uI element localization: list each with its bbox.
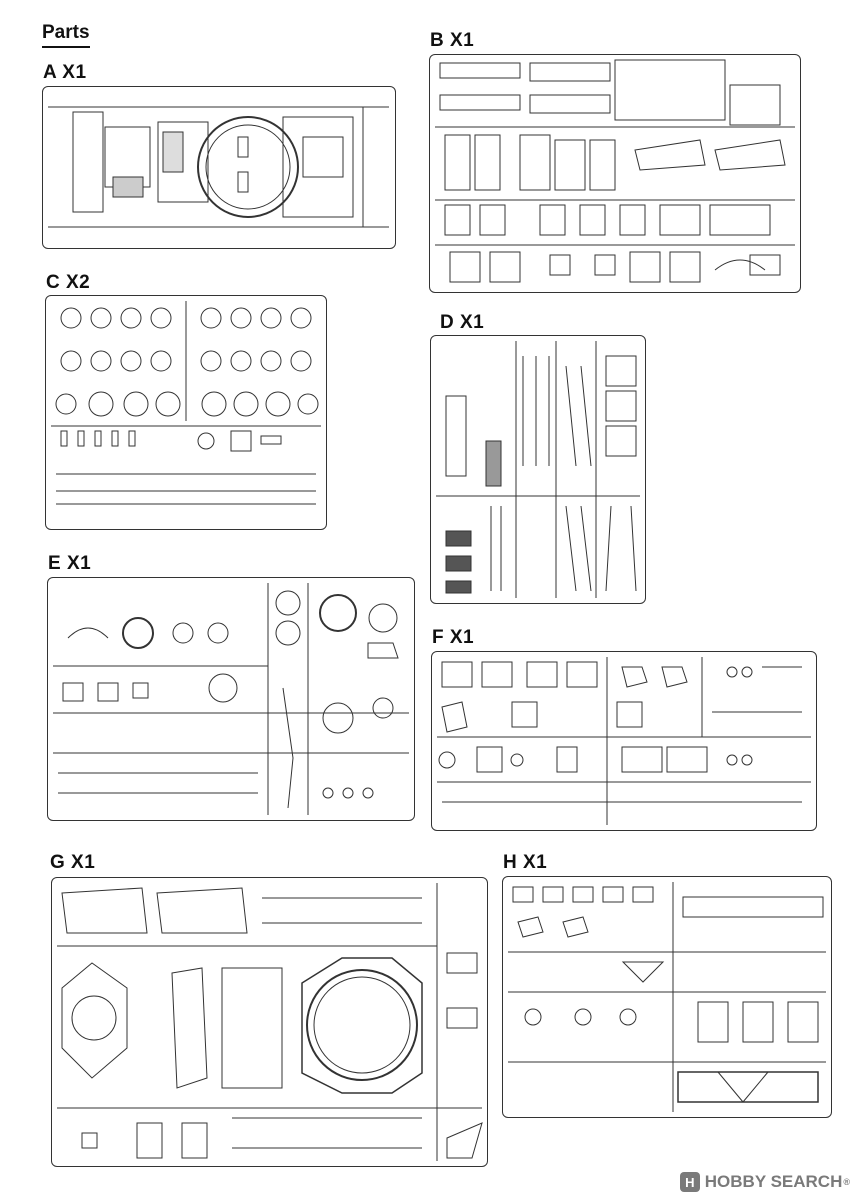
sprue-d-parts-drawing — [431, 336, 645, 603]
sprue-d-label: D X1 — [440, 312, 485, 333]
sprue-c-frame — [45, 295, 327, 530]
sprue-f-frame — [431, 651, 817, 831]
page-title: Parts — [42, 22, 90, 48]
sprue-e-frame — [47, 577, 415, 821]
sprue-h-frame — [502, 876, 832, 1118]
sprue-c-label: C X2 — [46, 272, 91, 293]
sprue-g-parts-drawing — [52, 878, 487, 1166]
sprue-g-label: G X1 — [50, 852, 96, 873]
sprue-b-frame — [429, 54, 801, 293]
sprue-f-parts-drawing — [432, 652, 816, 830]
sprue-e-label: E X1 — [48, 553, 92, 574]
sprue-c-parts-drawing — [46, 296, 326, 529]
hobbysearch-logo-icon: H — [680, 1172, 700, 1192]
sprue-a-frame — [42, 86, 396, 249]
sprue-f-label: F X1 — [432, 627, 475, 648]
watermark-text: HOBBY SEARCH — [704, 1172, 843, 1191]
sprue-g-frame — [51, 877, 488, 1167]
sprue-b-parts-drawing — [430, 55, 800, 292]
hobbysearch-watermark — [680, 1172, 850, 1192]
sprue-h-parts-drawing — [503, 877, 831, 1117]
sprue-a-label: A X1 — [43, 62, 87, 83]
sprue-d-frame — [430, 335, 646, 604]
sprue-a-parts-drawing — [43, 87, 395, 248]
sprue-h-label: H X1 — [503, 852, 548, 873]
sprue-b-label: B X1 — [430, 30, 475, 51]
registered-mark: ® — [843, 1177, 850, 1187]
sprue-e-parts-drawing — [48, 578, 414, 820]
